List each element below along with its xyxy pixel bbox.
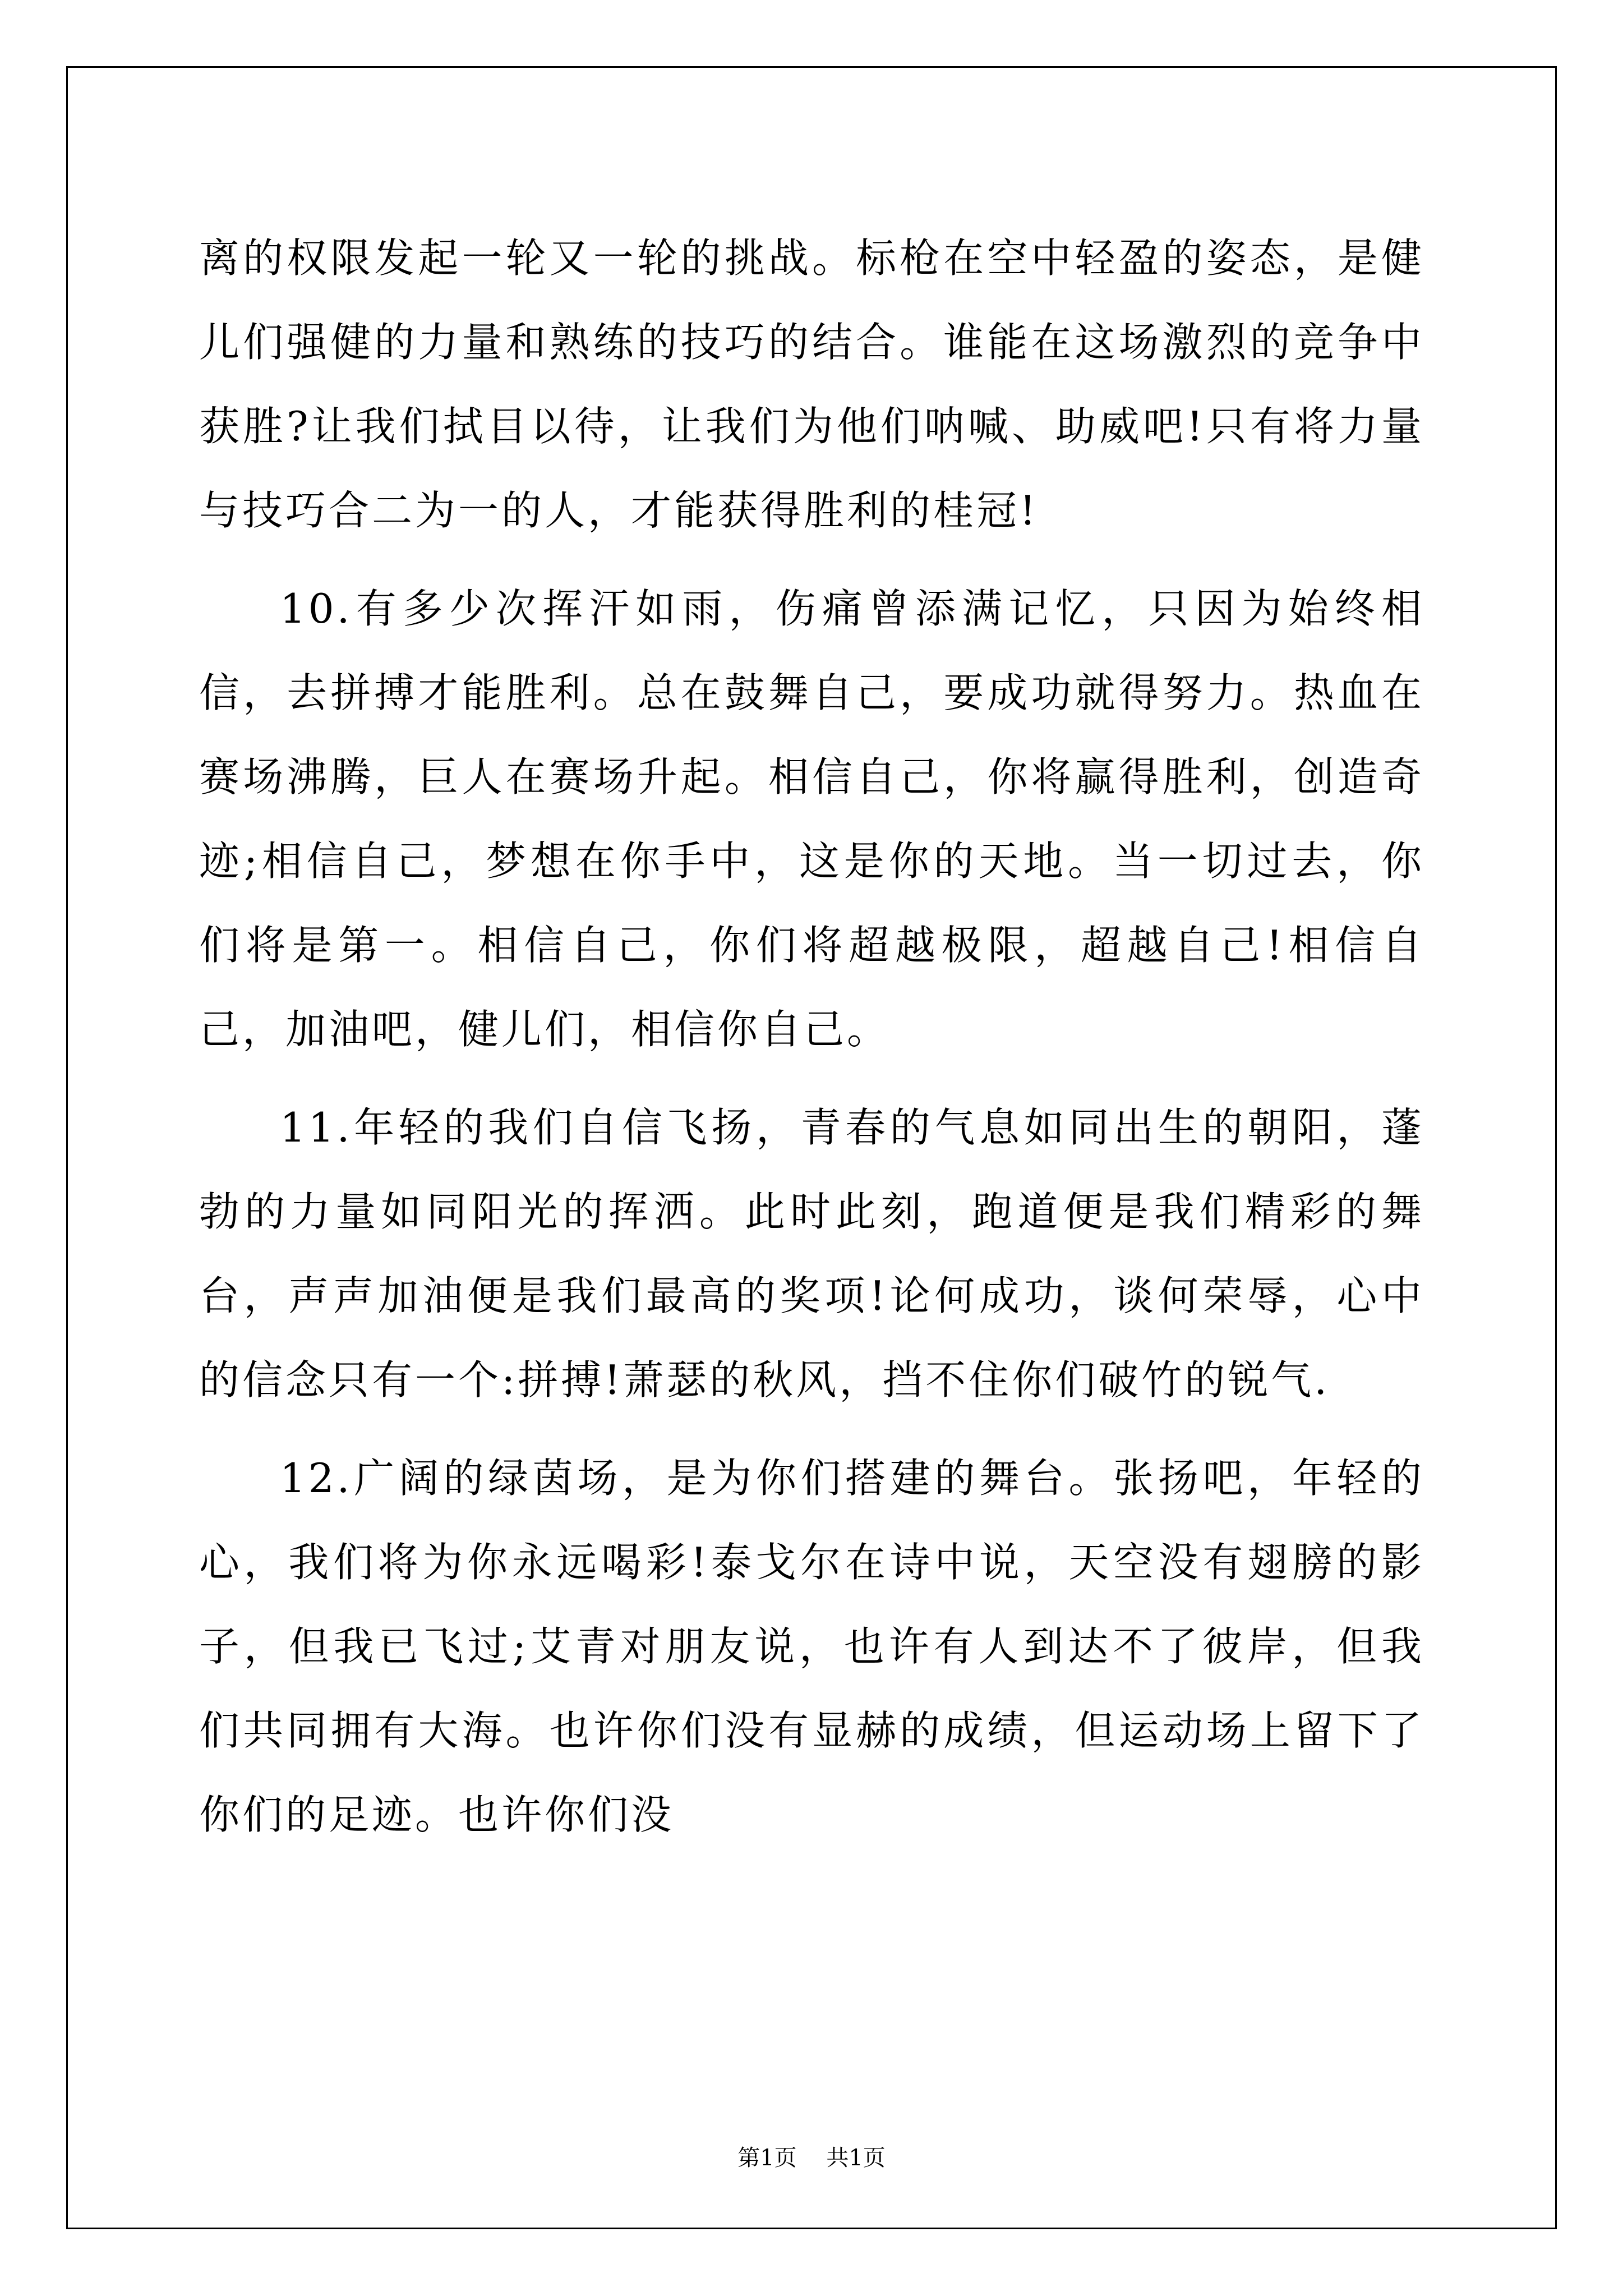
page-number: 第1页: [737, 2145, 797, 2171]
paragraph-2: 10.有多少次挥汗如雨，伤痛曾添满记忆，只因为始终相信，去拼搏才能胜利。总在鼓舞自己，要成功就得努力。热血在赛场沸腾，巨人在赛场升起。相信自己，你将赢得胜利，创造奇迹;相信自己，梦想在你手中，这是你的天地。当一切过去，你们将是第一。相信自己，你们将超越极限，超越自己!相信自己，加油吧，健儿们，相信你自己。: [199, 585, 1424, 1053]
paragraph-3: 11.年轻的我们自信飞扬，青春的气息如同出生的朝阳，蓬勃的力量如同阳光的挥洒。此时此刻，跑道便是我们精彩的舞台，声声加油便是我们最高的奖项!论何成功，谈何荣辱，心中的信念只有一个:拼搏!萧瑟的秋风，挡不住你们破竹的锐气.: [199, 1104, 1424, 1404]
paragraph-4: 12.广阔的绿茵场，是为你们搭建的舞台。张扬吧，年轻的心，我们将为你永远喝彩!泰戈尔在诗中说，天空没有翅膀的影子，但我已飞过;艾青对朋友说，也许有人到达不了彼岸，但我们共同拥有大海。也许你们没有显赫的成绩，但运动场上留下了你们的足迹。也许你们没: [199, 1455, 1424, 1838]
paragraph-1: 离的权限发起一轮又一轮的挑战。标枪在空中轻盈的姿态，是健儿们强健的力量和熟练的技巧的结合。谁能在这场激烈的竞争中获胜?让我们拭目以待，让我们为他们呐喊、助威吧!只有将力量与技巧合二为一的人，才能获得胜利的桂冠!: [199, 234, 1424, 534]
page-total: 共1页: [826, 2145, 886, 2171]
page-footer: [0, 2144, 1623, 2172]
document-body: [199, 216, 1424, 1857]
